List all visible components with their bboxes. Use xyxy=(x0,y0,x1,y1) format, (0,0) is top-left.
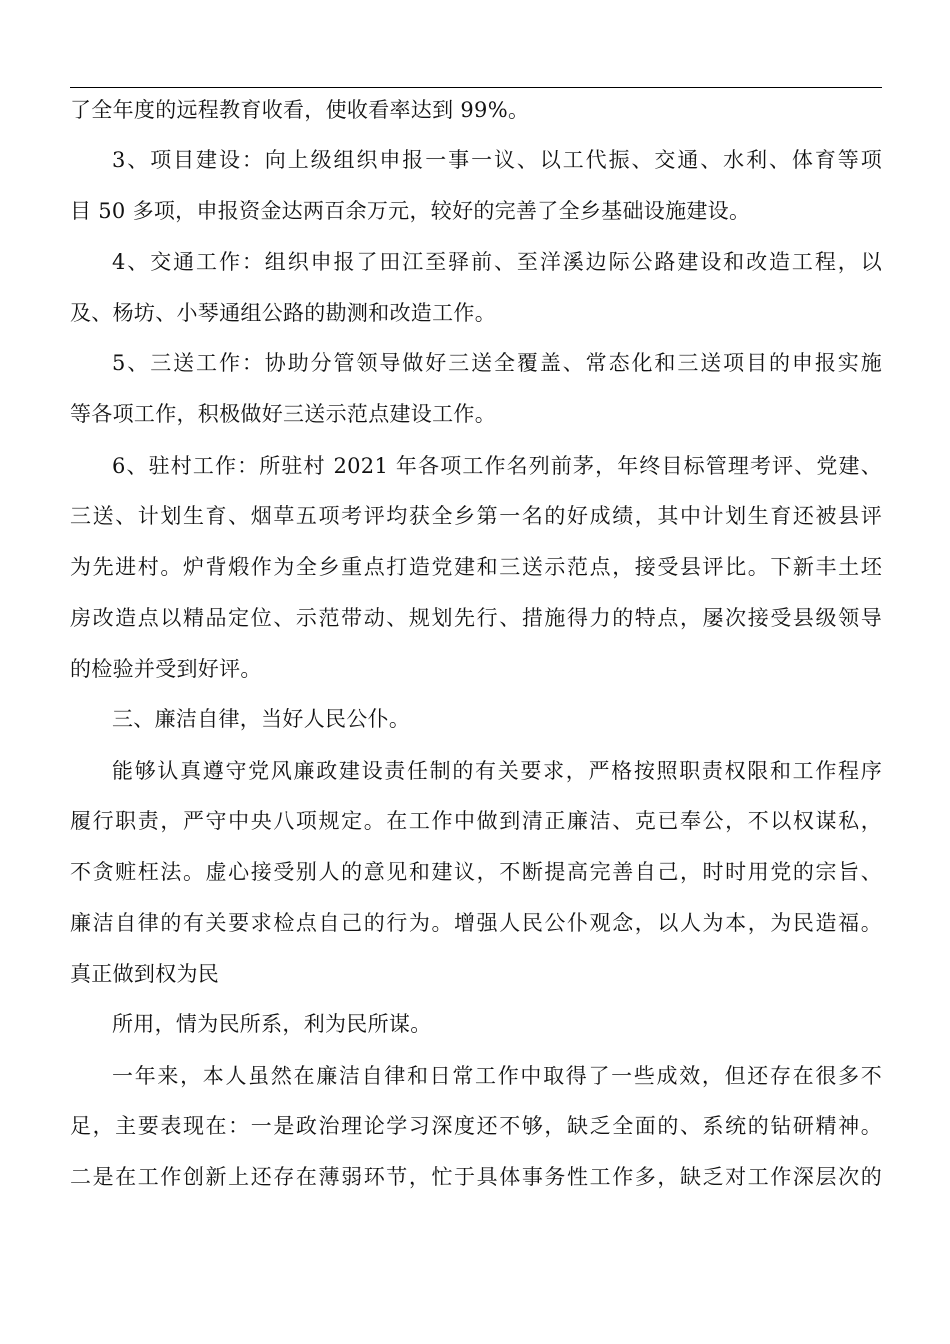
text-line: 为先进村。炉背煅作为全乡重点打造党建和三送示范点，接受县评比。下新丰土坯 xyxy=(70,555,882,579)
header-divider xyxy=(70,87,882,88)
paragraph-line: 所用，情为民所系，利为民所谋。 xyxy=(112,1012,432,1036)
paragraph-line: 3、项目建设：向上级组织申报一事一议、以工代振、交通、水利、体育等项 xyxy=(112,148,882,172)
paragraph-line: 6、驻村工作：所驻村 2021 年各项工作名列前茅，年终目标管理考评、党建、 xyxy=(112,454,882,478)
paragraph-line: 4、交通工作：组织申报了田江至驿前、至洋溪边际公路建设和改造工程，以 xyxy=(112,250,882,274)
paragraph-line: 一年来，本人虽然在廉洁自律和日常工作中取得了一些成效，但还存在很多不 xyxy=(112,1064,882,1088)
text-line: 的检验并受到好评。 xyxy=(70,657,262,681)
text-line: 及、杨坊、小琴通组公路的勘测和改造工作。 xyxy=(70,301,496,325)
text-line: 真正做到权为民 xyxy=(70,962,220,986)
text-line: 廉洁自律的有关要求检点自己的行为。增强人民公仆观念，以人为本，为民造福。 xyxy=(70,911,882,935)
text-line: 目 50 多项，申报资金达两百余万元，较好的完善了全乡基础设施建设。 xyxy=(70,199,751,223)
text-line: 等各项工作，积极做好三送示范点建设工作。 xyxy=(70,402,496,426)
text-line: 房改造点以精品定位、示范带动、规划先行、措施得力的特点，屡次接受县级领导 xyxy=(70,606,882,630)
section-heading: 三、廉洁自律，当好人民公仆。 xyxy=(112,707,411,731)
paragraph-line: 能够认真遵守党风廉政建设责任制的有关要求，严格按照职责权限和工作程序 xyxy=(112,759,882,783)
text-line: 三送、计划生育、烟草五项考评均获全乡第一名的好成绩，其中计划生育还被县评 xyxy=(70,504,882,528)
paragraph-line: 5、三送工作：协助分管领导做好三送全覆盖、常态化和三送项目的申报实施 xyxy=(112,351,882,375)
text-line: 二是在工作创新上还存在薄弱环节，忙于具体事务性工作多，缺乏对工作深层次的 xyxy=(70,1165,882,1189)
text-line: 足，主要表现在：一是政治理论学习深度还不够，缺乏全面的、系统的钻研精神。 xyxy=(70,1114,882,1138)
text-line: 履行职责，严守中央八项规定。在工作中做到清正廉洁、克已奉公，不以权谋私， xyxy=(70,809,882,833)
text-line: 不贪赃枉法。虚心接受别人的意见和建议，不断提高完善自己，时时用党的宗旨、 xyxy=(70,860,882,884)
text-line: 了全年度的远程教育收看，使收看率达到 99%。 xyxy=(70,98,530,122)
